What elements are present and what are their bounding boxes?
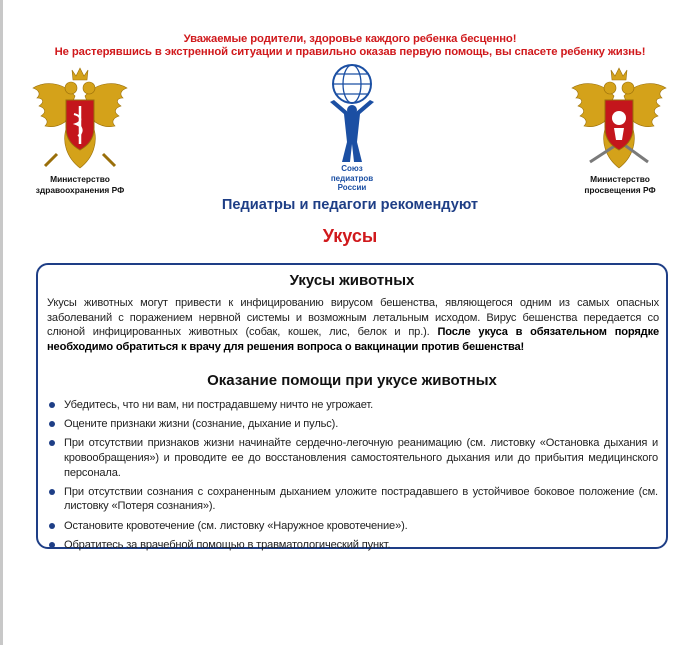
page-edge bbox=[0, 0, 3, 645]
education-ministry-eagle-icon bbox=[570, 66, 668, 170]
section-heading-first-aid: Оказание помощи при укусе животных bbox=[207, 372, 497, 389]
bullet-icon bbox=[49, 421, 55, 427]
bullet-icon bbox=[49, 489, 55, 495]
recommendation-subtitle: Педиатры и педагоги рекомендуют bbox=[221, 197, 479, 213]
education-ministry-label: Министерство просвещения РФ bbox=[584, 174, 656, 195]
list-item: Остановите кровотечение (см. листовку «Наружное кровотечение»). bbox=[48, 519, 658, 534]
header-line-1: Уважаемые родители, здоровье каждого ребенка бесценно! bbox=[183, 33, 517, 45]
list-item: Обратитесь за врачебной помощью в травматологический пункт. bbox=[48, 538, 658, 553]
bullet-icon bbox=[49, 523, 55, 529]
bullet-icon bbox=[49, 440, 55, 446]
bullet-icon bbox=[49, 542, 55, 548]
list-item: Убедитесь, что ни вам, ни пострадавшему ничто не угрожает. bbox=[48, 398, 658, 413]
pediatricians-union-label: Союз педиатров России bbox=[330, 164, 374, 193]
bites-paragraph bbox=[47, 296, 659, 354]
pediatricians-union-logo-icon bbox=[322, 62, 382, 168]
section-heading-bites: Укусы животных bbox=[289, 272, 415, 289]
first-aid-list bbox=[48, 398, 658, 557]
health-ministry-label: Министерство здравоохранения РФ bbox=[35, 174, 125, 195]
health-ministry-eagle-icon bbox=[31, 66, 129, 170]
list-item: При отсутствии сознания с сохраненным дыханием уложите пострадавшего в устойчивое боковое положение (см. листовку «Потеря сознания»). bbox=[48, 485, 658, 514]
page-title: Укусы bbox=[322, 226, 378, 246]
list-item: Оцените признаки жизни (сознание, дыхание и пульс). bbox=[48, 417, 658, 432]
info-card bbox=[36, 263, 668, 549]
bites-warning: После укуса в обязательном порядке необходимо обратиться к врачу для решения вопроса о вакцинации против бешенства! bbox=[47, 326, 659, 353]
bullet-icon bbox=[49, 402, 55, 408]
list-item: При отсутствии признаков жизни начинайте сердечно-легочную реанимацию (см. листовку «Остановка дыхания и кровообращения») и проводите ее до восстановления самостоятельного дыхания или до прибытия медицинского персонала. bbox=[48, 436, 658, 480]
header-line-2: Не растерявшись в экстренной ситуации и правильно оказав первую помощь, вы спасете ребенку жизнь! bbox=[54, 46, 646, 58]
bites-text: Укусы животных могут привести к инфицированию вирусом бешенства, являющегося одним из самых опасных заболеваний с поражением нервной системы и возможным летальным исходом. Вирус бешенства передается со слюной инфицированных животных (собак, кошек, лис, белок и пр.). bbox=[47, 297, 659, 339]
